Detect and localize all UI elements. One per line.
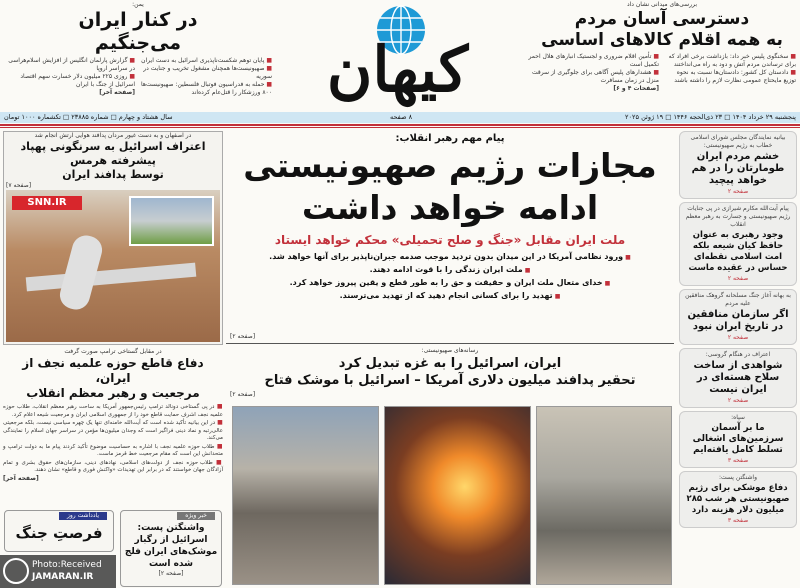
bullet: ■ خدای متعال ملت ایران و حقیقت و حق را به طور قطع و یقین پیروز خواهد کرد. <box>226 277 674 290</box>
page-ref: [صفحات ۴ و ۶] <box>613 85 659 92</box>
text: شواهدی از ساخت سلاح هسته‌ای در ایران نیست <box>693 360 783 395</box>
drone-story[interactable] <box>3 131 223 345</box>
text: پیام آیت‌الله مکارم شیرازی در پی جنایات رژیم صهیونیستی و جسارت به رهبر معظم انقلاب <box>685 205 791 228</box>
credit-line: Photo:Received <box>32 560 102 570</box>
bullet: ■ گزارش پارلمان انگلیس از افزایش اسلام‌هراسی در سراسر اروپا <box>4 57 135 73</box>
lead-story[interactable] <box>226 132 674 344</box>
date: پنجشنبه ۲۹ خرداد ۱۴۰۴ □ ۲۳ ذی‌الحجه ۱۴۴۶ □ ۱۹ ژوئن ۲۰۲۵ <box>625 113 796 121</box>
news-short[interactable] <box>120 510 222 587</box>
bullet: ■ هشدارهای پلیس آگاهی برای جلوگیری از سرقت منزل در زمان مسافرت <box>528 69 659 85</box>
bullet: ■ روزی ۲۲۵ میلیون دلار خسارت سهم اقتصاد اسرائیل از جنگ با ایران <box>4 73 135 89</box>
jamaran-logo-icon <box>3 558 29 584</box>
photo-rubble <box>536 406 672 585</box>
label: یادداشت روز <box>59 512 107 520</box>
photo-downed-drone <box>6 190 220 342</box>
kicker: در اصفهان و به دست غیور مردان پدافند هوایی ارتش انجام شد <box>34 132 192 139</box>
credit-source: JAMARAN.IR <box>32 572 94 582</box>
headline: اعتراف اسرائیل به سرنگونی پهپاد پیشرفته هرمس <box>20 140 206 167</box>
text: اعتراف در هنگام گروسی: <box>705 351 771 358</box>
text: صفحه ۲ <box>727 397 749 404</box>
sidebar-story[interactable] <box>679 202 797 286</box>
page-ref: [صفحه ۷] <box>6 182 32 189</box>
watermark: SNN.IR <box>12 196 82 210</box>
headline: مرجعیت و رهبر معظم انقلاب <box>26 386 200 400</box>
headline: ادامه خواهد داشت <box>301 188 599 227</box>
paragraph: ■ طلاب حوزه علمیه نجف با اشاره به حساسیت موضوع تأکید کردند پیام ما به دولت ترامپ و متحدانش این است که مقام مرجعیت خط قرمز ماست. <box>3 443 223 459</box>
kicker: در مقابل گستاخی ترامپ صورت گرفت <box>64 348 162 355</box>
divider <box>0 127 800 128</box>
bullet: ■ ملت ایران زندگی را با قوت ادامه دهند. <box>226 264 674 277</box>
kicker: پیام مهم رهبر انقلاب: <box>395 133 505 144</box>
drone-wing <box>26 263 197 292</box>
page-ref: [صفحه ۲] <box>230 333 256 340</box>
page-count: ۸ صفحه <box>390 113 413 121</box>
bullet: ■ ورود نظامی آمریکا در این میدان بدون تردید موجب صدمه جبران‌ناپذیر برای آنها خواهد شد. <box>226 251 674 264</box>
top-left-story[interactable] <box>4 1 272 97</box>
headline: دفاع قاطع حوزه علمیه نجف از ایران، <box>22 356 204 385</box>
headline: به همه اقلام کالاهای اساسی <box>541 30 783 50</box>
text: واشنگتن پست: <box>719 474 757 481</box>
sidebar-story[interactable] <box>679 289 797 345</box>
headline: تحقیر پدافند میلیون دلاری آمریکا – اسرائیل با موشک فتاح <box>264 373 636 388</box>
text: به بهانه آغاز جنگ مسلحانه گروهک منافقین علیه مردم <box>685 292 791 307</box>
issue-info: سال هشتاد و چهارم □ شماره ۲۳۸۸۵ □ تکشماره ۱۰۰۰ تومان <box>4 113 173 121</box>
date-bar <box>0 112 800 123</box>
logo-text: کیهان <box>326 33 469 106</box>
text: صفحه ۲ <box>727 334 749 341</box>
kicker: یمن: <box>132 1 144 8</box>
headline: ایران، اسرائیل را به غزه تبدیل کرد <box>338 356 562 371</box>
text: خشم مردم ایران طومارتان را در هم خواهد پیچید <box>691 151 785 186</box>
editorial-note[interactable] <box>4 510 114 552</box>
label: خبر ویژه <box>177 512 215 520</box>
bullet: ■ حمله به فدراسیون فوتبال فلسطین: صهیونیست‌ها ۸۰۰ ورزشکار را قتل‌عام کرده‌اند <box>141 81 272 97</box>
photo-credit <box>0 555 116 588</box>
text: ما بر آسمان سرزمین‌های اشغالی تسلط کامل یافته‌ایم <box>692 423 784 455</box>
headline: می‌جنگیم <box>94 32 182 54</box>
bullet: ■ تأمین اقلام ضروری و لجستیک انبارهای هلال احمر تکمیل است <box>528 53 659 69</box>
photo-fire-cars <box>384 406 531 585</box>
text: سپاه: <box>731 414 745 421</box>
paragraph: ■ طلاب حوزه نجف از دولت‌های اسلامی، نهادهای دینی، سازمان‌های حقوق بشری و تمام آزادگان جهان خواستند که در برابر این تهدیدات «واکنش فوری و قاطع» نشان دهند. <box>3 459 223 475</box>
headline: واشنگتن پست: اسرائیل از رگبار موشک‌های ایران فلج شده است <box>124 523 218 569</box>
paragraph: ■ در این بیانیه تأکید شده است که آیت‌الله خامنه‌ای تنها یک چهره سیاسی نیست، بلکه مرجعیتی عالی‌رتبه و نماد دینی فراگیر است که وجدان میلیون‌ها مؤمن در سراسر جهان اسلام را نمایندگی می‌کند. <box>3 419 223 443</box>
bullet: ■ سخنگوی پلیس خبر داد: بازداشت برخی افراد که برای ترساندن مردم آتش و دود به راه می‌انداختند <box>665 53 796 69</box>
headline: مجازات رژیم صهیونیستی <box>243 146 657 185</box>
sidebar-story[interactable] <box>679 348 797 408</box>
text: صفحه ۳ <box>727 457 749 464</box>
headline: در کنار ایران <box>78 9 198 31</box>
text: اگر سازمان منافقین در تاریخ ایران نبود <box>687 309 789 332</box>
bullet: ■ پایان توهم شکست‌ناپذیری اسرائیل به دست ایران <box>141 57 272 65</box>
sidebar-story[interactable] <box>679 131 797 199</box>
najaf-story[interactable] <box>3 348 223 483</box>
kicker: بررسی‌های میدانی نشان داد <box>626 1 698 8</box>
sidebar-story[interactable] <box>679 411 797 468</box>
page-ref: [صفحه آخر] <box>99 89 135 96</box>
text: صفحه ۲ <box>727 188 749 195</box>
bullet: ■ تهدید را برای کسانی انجام دهید که از تهدید می‌ترسند. <box>226 290 674 303</box>
headline: توسط پدافند ایران <box>62 168 164 181</box>
bullet: ■ صهیونیست‌ها همچنان مشغول تخریب و جنایت در سوریه <box>141 65 272 81</box>
divider <box>0 124 800 126</box>
text: دفاع موشکی برای رژیم صهیونیستی هر شب ۲۸۵ میلیون دلار هزینه دارد <box>686 483 790 515</box>
kicker: رسانه‌های صهیونیستی: <box>421 347 479 354</box>
photo-destroyed-building <box>232 406 379 585</box>
headline: فرصتِ جنگ <box>15 524 103 542</box>
text: صفحه ۳ <box>727 517 749 524</box>
top-right-story[interactable] <box>528 1 796 93</box>
headline: دسترسی آسان مردم <box>574 9 750 29</box>
page-ref: [صفحه ۲] <box>158 570 184 577</box>
text: صفحه ۲ <box>727 275 749 282</box>
page-ref: [صفحه آخر] <box>3 474 39 482</box>
subhead: ملت ایران مقابل «جنگ و صلح تحمیلی» محکم خواهد ایستاد <box>274 233 626 247</box>
inset-photo-drone <box>129 196 214 246</box>
sidebar <box>679 131 797 528</box>
paragraph: ■ در پی گستاخی دونالد ترامپ رئیس‌جمهور آمریکا به ساحت رهبر معظم انقلاب، طلاب حوزه علمیه نجف اشرف حمایت قاطع خود را از جمهوری اسلامی ایران و مرجعیت شیعه اعلام کرد. <box>3 403 223 419</box>
masthead-logo <box>290 2 505 110</box>
text: وجود رهبری به عنوان حافظ کیان شیعه بلکه امت اسلامی نقطه‌ای حساس در عقیده ماست <box>688 230 788 273</box>
page-ref: [صفحه ۲] <box>230 391 256 398</box>
text: بیانیه نمایندگان مجلس شورای اسلامی خطاب به رژیم صهیونیستی: <box>690 134 786 149</box>
sidebar-story[interactable] <box>679 471 797 528</box>
second-story[interactable] <box>226 347 674 405</box>
bullet: ■ دادستان کل کشور: دادستان‌ها نسبت به نحوه توزیع مایحتاج عمومی نظارت لازم را داشته باشند <box>665 69 796 85</box>
